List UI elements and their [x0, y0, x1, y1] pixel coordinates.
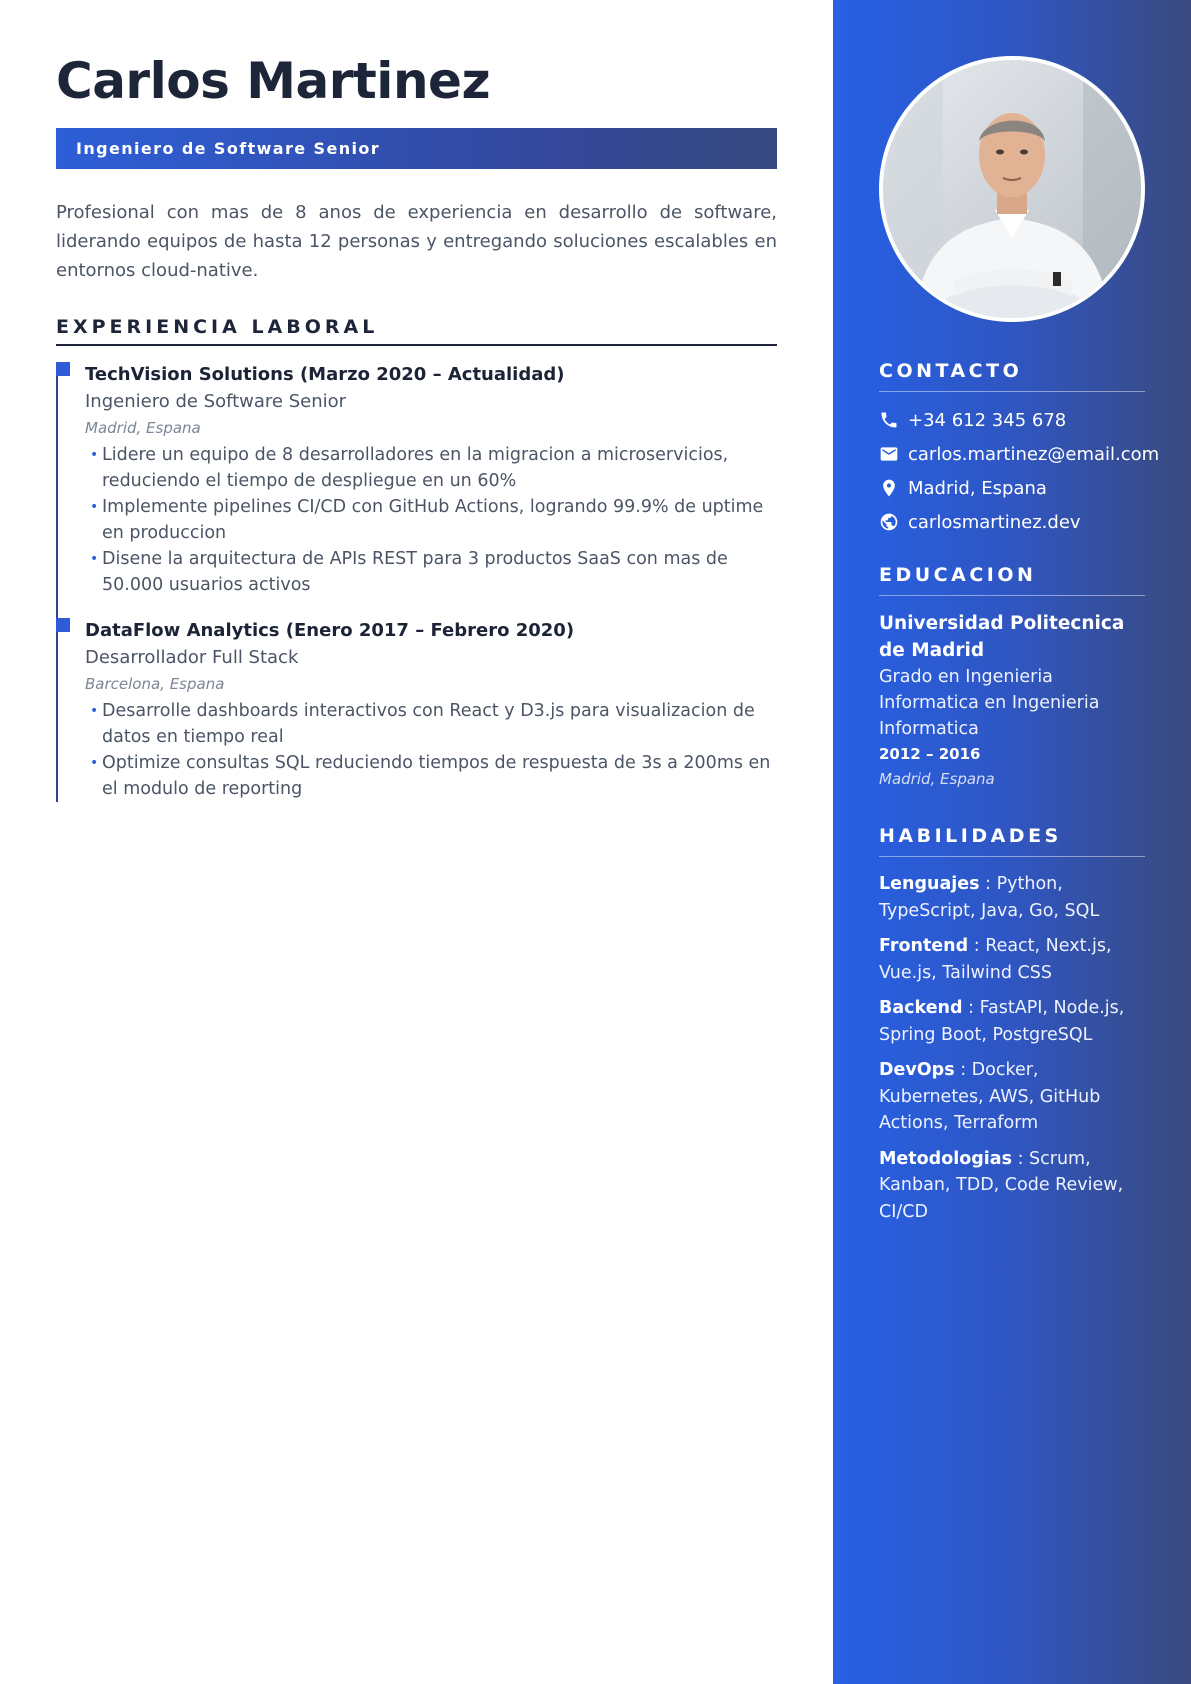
skills-list [879, 871, 1145, 1234]
skill-values: : FastAPI, Node.js, Spring Boot, PostgreSQL [879, 998, 1125, 1045]
job-title-banner: Ingeniero de Software Senior [56, 128, 777, 169]
skill-item [879, 933, 1145, 986]
achievement-item: • Lidere un equipo de 8 desarrolladores en la migracion a microservicios, reduciendo el tiempo de despliegue en un 60% [85, 442, 779, 494]
phone-icon [879, 410, 899, 430]
website-link[interactable]: carlosmartinez.dev [908, 511, 1081, 533]
experience-timeline [56, 362, 779, 802]
education-years: 2012 – 2016 [879, 745, 981, 763]
job-role: Desarrollador Full Stack [85, 647, 299, 668]
job-location: Madrid, Espana [85, 419, 201, 437]
candidate-name: Carlos Martinez [56, 52, 491, 110]
achievement-item: • Disene la arquitectura de APIs REST para 3 productos SaaS con mas de 50.000 usuarios activos [85, 546, 779, 598]
sidebar [833, 0, 1191, 1684]
experience-section-title: EXPERIENCIA LABORAL [56, 316, 777, 346]
contact-phone [879, 403, 1159, 437]
job-achievements [85, 698, 779, 802]
skill-item [879, 1146, 1145, 1226]
contact-section-title: CONTACTO [879, 360, 1145, 392]
job-location: Barcelona, Espana [85, 675, 225, 693]
experience-item [58, 362, 779, 598]
profile-photo [879, 56, 1145, 322]
contact-website [879, 505, 1159, 539]
achievement-item: • Implemente pipelines CI/CD con GitHub Actions, logrando 99.9% de uptime en produccion [85, 494, 779, 546]
skills-section-title: HABILIDADES [879, 825, 1145, 857]
skill-values: : Docker, Kubernetes, AWS, GitHub Actions, Terraform [879, 1060, 1101, 1133]
skill-category: Frontend [879, 936, 969, 956]
contact-location [879, 471, 1159, 505]
achievement-item: • Optimize consultas SQL reduciendo tiempos de respuesta de 3s a 200ms en el modulo de reporting [85, 750, 779, 802]
job-heading: DataFlow Analytics (Enero 2017 – Febrero 2020) [85, 620, 575, 641]
profile-summary: Profesional con mas de 8 anos de experiencia en desarrollo de software, liderando equipos de hasta 12 personas y entregando soluciones escalables en entornos cloud-native. [56, 202, 777, 281]
phone-number: +34 612 345 678 [908, 409, 1067, 431]
skill-values: : Scrum, Kanban, TDD, Code Review, CI/CD [879, 1148, 1124, 1222]
skill-category: Backend [879, 998, 963, 1018]
education-location: Madrid, Espana [879, 770, 995, 788]
skill-item [879, 995, 1145, 1048]
experience-item [58, 618, 779, 802]
education-degree: Grado en Ingenieria Informatica en Ingenieria Informatica [879, 667, 1100, 739]
skill-item [879, 1057, 1145, 1137]
skill-category: Lenguajes [879, 874, 980, 894]
education-section-title: EDUCACION [879, 564, 1145, 596]
location-pin-icon [879, 478, 899, 498]
profile-photo-illustration [883, 60, 1141, 318]
job-achievements [85, 442, 779, 598]
skill-category: Metodologias [879, 1148, 1012, 1169]
achievement-item: • Desarrolle dashboards interactivos con React y D3.js para visualizacion de datos en tiempo real [85, 698, 779, 750]
education-school: Universidad Politecnica de Madrid [879, 613, 1125, 661]
skill-category: DevOps [879, 1060, 955, 1080]
contact-list [879, 403, 1159, 539]
skill-values: : React, Next.js, Vue.js, Tailwind CSS [879, 936, 1112, 983]
timeline-marker [56, 362, 70, 376]
skill-item [879, 871, 1145, 924]
email-address[interactable]: carlos.martinez@email.com [908, 443, 1160, 465]
skill-values: : Python, TypeScript, Java, Go, SQL [879, 874, 1100, 921]
contact-email [879, 437, 1159, 471]
location-text: Madrid, Espana [908, 477, 1047, 499]
email-icon [879, 444, 899, 464]
education-entry [879, 610, 1145, 791]
job-heading: TechVision Solutions (Marzo 2020 – Actualidad) [85, 364, 565, 385]
globe-icon [879, 512, 899, 532]
timeline-marker [56, 618, 70, 632]
job-role: Ingeniero de Software Senior [85, 391, 347, 412]
